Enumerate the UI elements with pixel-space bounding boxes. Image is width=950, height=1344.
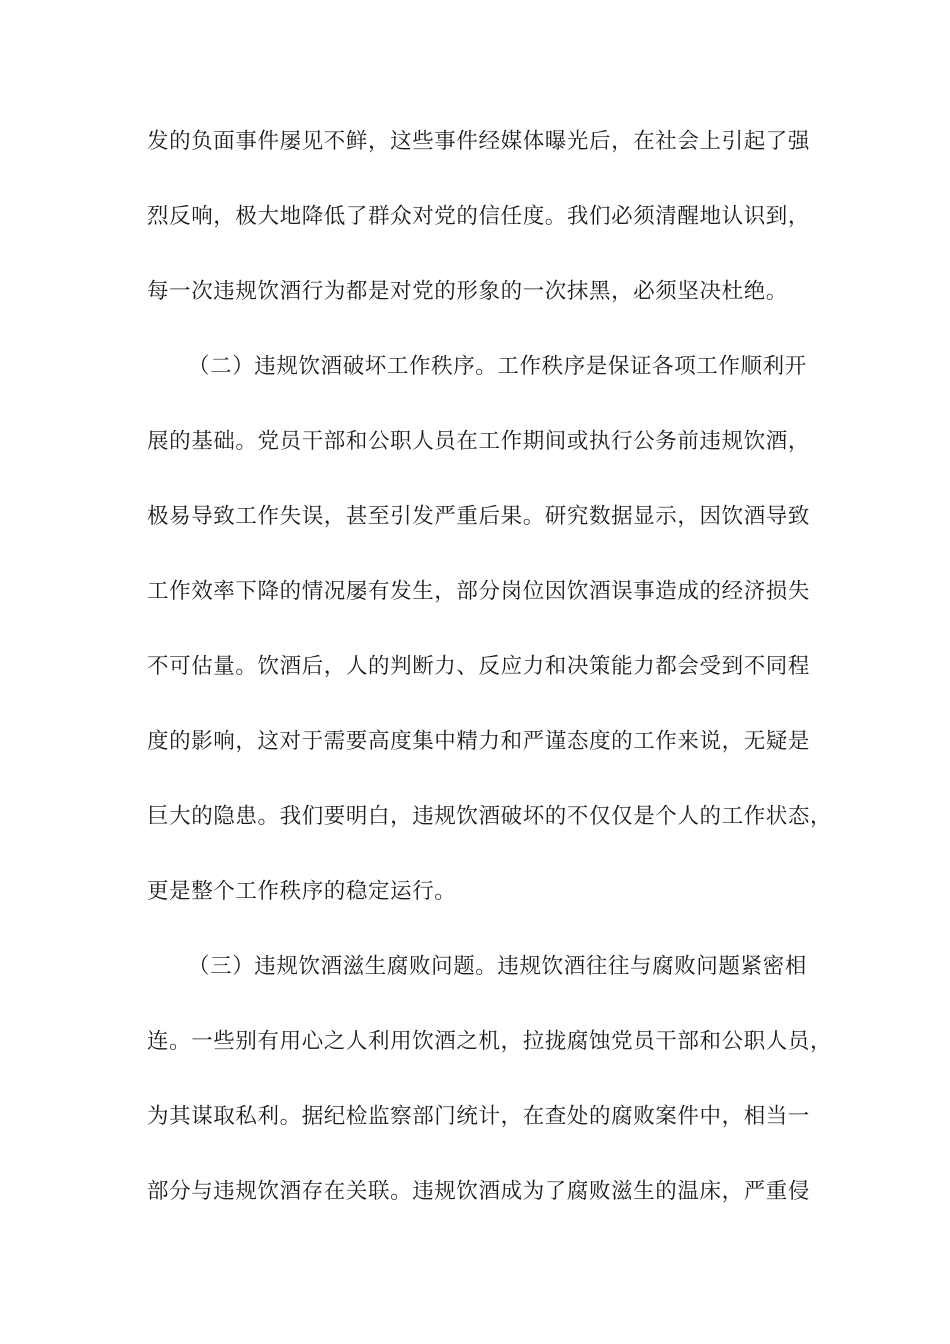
text-line: 为其谋取私利。据纪检监察部门统计，在查处的腐败案件中，相当一 bbox=[147, 1104, 811, 1129]
text-line: 巨大的隐患。我们要明白，违规饮酒破坏的不仅仅是个人的工作状态， bbox=[147, 804, 833, 829]
text-line: 发的负面事件屡见不鲜，这些事件经媒体曝光后，在社会上引起了强 bbox=[147, 129, 811, 154]
section-heading-line: （三）违规饮酒滋生腐败问题。违规饮酒往往与腐败问题紧密相 bbox=[188, 954, 807, 979]
text-line: 度的影响，这对于需要高度集中精力和严谨态度的工作来说，无疑是 bbox=[147, 729, 811, 754]
text-line: 展的基础。党员干部和公职人员在工作期间或执行公务前违规饮酒， bbox=[147, 429, 811, 454]
text-line: 工作效率下降的情况屡有发生，部分岗位因饮酒误事造成的经济损失 bbox=[147, 579, 811, 604]
text-line: 连。一些别有用心之人利用饮酒之机，拉拢腐蚀党员干部和公职人员， bbox=[147, 1029, 833, 1054]
text-line: 部分与违规饮酒存在关联。违规饮酒成为了腐败滋生的温床，严重侵 bbox=[147, 1179, 811, 1204]
text-line: 极易导致工作失误，甚至引发严重后果。研究数据显示，因饮酒导致 bbox=[147, 504, 811, 529]
text-line: 每一次违规饮酒行为都是对党的形象的一次抹黑，必须坚决杜绝。 bbox=[147, 279, 788, 304]
text-line: 烈反响，极大地降低了群众对党的信任度。我们必须清醒地认识到， bbox=[147, 204, 811, 229]
text-line: 不可估量。饮酒后，人的判断力、反应力和决策能力都会受到不同程 bbox=[147, 654, 811, 679]
text-line: 更是整个工作秩序的稳定运行。 bbox=[147, 879, 457, 904]
section-heading-line: （二）违规饮酒破坏工作秩序。工作秩序是保证各项工作顺利开 bbox=[188, 354, 807, 379]
